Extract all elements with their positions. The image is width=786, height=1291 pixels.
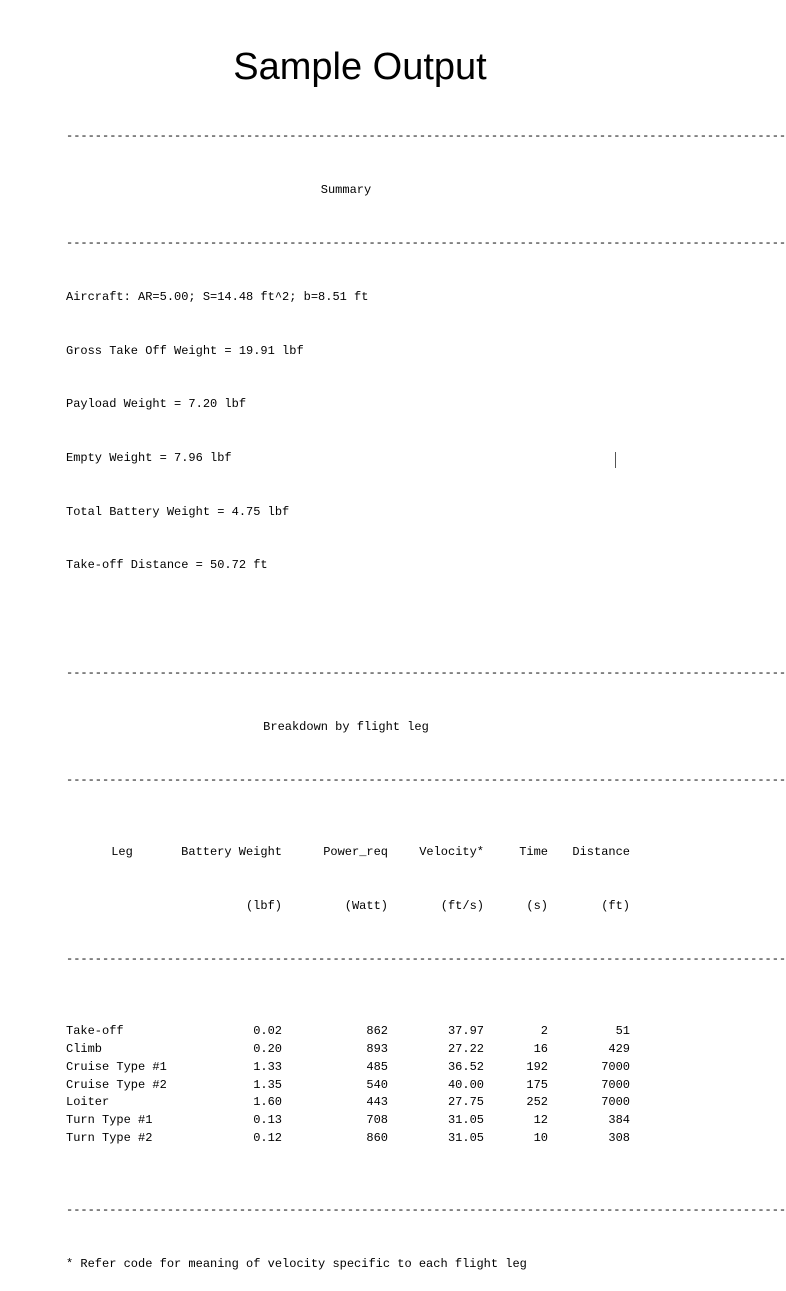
cell-battery-weight: 0.20	[253, 1041, 282, 1056]
output-console	[66, 92, 786, 1291]
cell-time: 252	[526, 1095, 548, 1110]
cell-distance: 429	[608, 1041, 630, 1056]
divider-rule: ----------------------------------------------------------------------------------------------------	[66, 1202, 786, 1217]
summary-line-aircraft: Aircraft: AR=5.00; S=14.48 ft^2; b=8.51 ft	[66, 289, 369, 304]
cell-velocity: 37.97	[447, 1023, 484, 1038]
cell-leg: Loiter	[66, 1095, 110, 1110]
cell-power-req: 443	[366, 1095, 388, 1110]
summary-line-battery-weight: Total Battery Weight = 4.75 lbf	[66, 504, 290, 519]
summary-line-takeoff-distance: Take-off Distance = 50.72 ft	[66, 558, 268, 573]
cell-distance: 51	[615, 1023, 630, 1038]
cell-leg: Cruise Type #2	[66, 1077, 167, 1092]
cell-battery-weight: 1.35	[253, 1077, 282, 1092]
cell-battery-weight: 0.13	[253, 1113, 282, 1128]
column-header-distance: Distance	[572, 844, 630, 859]
summary-line-gross-weight: Gross Take Off Weight = 19.91 lbf	[66, 343, 304, 358]
divider-rule: ----------------------------------------------------------------------------------------------------	[66, 773, 786, 788]
slide-title: Sample Output	[233, 46, 487, 88]
column-header-battery-weight: Battery Weight	[181, 844, 282, 859]
unit-velocity: (ft/s)	[440, 898, 484, 913]
cell-leg: Turn Type #1	[66, 1113, 153, 1128]
divider-rule: ----------------------------------------------------------------------------------------------------	[66, 128, 786, 143]
table-row	[66, 1023, 666, 1041]
table-row	[66, 1094, 666, 1112]
cell-power-req: 540	[366, 1077, 388, 1092]
cell-power-req: 485	[366, 1059, 388, 1074]
cell-velocity: 40.00	[447, 1077, 484, 1092]
cell-velocity: 27.75	[447, 1095, 484, 1110]
velocity-footnote: * Refer code for meaning of velocity specific to each flight leg	[66, 1256, 527, 1271]
unit-power-req: (Watt)	[344, 898, 388, 913]
table-row	[66, 1130, 666, 1148]
cell-distance: 308	[608, 1131, 630, 1146]
cell-battery-weight: 0.12	[253, 1131, 282, 1146]
cell-time: 10	[533, 1131, 548, 1146]
text-cursor	[615, 452, 616, 468]
divider-rule: ----------------------------------------------------------------------------------------------------	[66, 236, 786, 251]
cell-velocity: 36.52	[447, 1059, 484, 1074]
column-header-velocity: Velocity*	[419, 844, 484, 859]
unit-distance: (ft)	[601, 898, 630, 913]
divider-rule: ----------------------------------------------------------------------------------------------------	[66, 952, 786, 967]
cell-velocity: 31.05	[447, 1113, 484, 1128]
cell-time: 175	[526, 1077, 548, 1092]
cell-power-req: 893	[366, 1041, 388, 1056]
cell-leg: Climb	[66, 1041, 103, 1056]
summary-line-payload-weight: Payload Weight = 7.20 lbf	[66, 397, 247, 412]
cell-leg: Cruise Type #1	[66, 1059, 167, 1074]
cell-velocity: 31.05	[447, 1131, 484, 1146]
cell-battery-weight: 0.02	[253, 1023, 282, 1038]
cell-time: 2	[540, 1023, 548, 1038]
unit-time: (s)	[526, 898, 548, 913]
unit-battery-weight: (lbf)	[245, 898, 282, 913]
cell-power-req: 708	[366, 1113, 388, 1128]
table-units-row	[66, 898, 666, 916]
cell-distance: 7000	[601, 1059, 630, 1074]
table-row	[66, 1059, 666, 1077]
cell-power-req: 860	[366, 1131, 388, 1146]
cell-leg: Turn Type #2	[66, 1131, 153, 1146]
cell-power-req: 862	[366, 1023, 388, 1038]
table-header-row	[66, 844, 666, 862]
column-header-leg: Leg	[111, 844, 133, 859]
summary-line-empty-weight: Empty Weight = 7.96 lbf	[66, 451, 232, 466]
cell-time: 192	[526, 1059, 548, 1074]
table-body	[66, 1023, 666, 1148]
summary-heading: Summary	[320, 182, 372, 197]
breakdown-heading: Breakdown by flight leg	[263, 719, 429, 734]
column-header-power-req: Power_req	[323, 844, 388, 859]
cell-leg: Take-off	[66, 1023, 124, 1038]
column-header-time: Time	[519, 844, 548, 859]
unit-leg	[66, 898, 178, 916]
table-row	[66, 1041, 666, 1059]
blank-line	[66, 611, 666, 629]
cell-velocity: 27.22	[447, 1041, 484, 1056]
table-row	[66, 1112, 666, 1130]
cell-battery-weight: 1.33	[253, 1059, 282, 1074]
cell-distance: 7000	[601, 1095, 630, 1110]
table-row	[66, 1077, 666, 1095]
cell-distance: 384	[608, 1113, 630, 1128]
cell-distance: 7000	[601, 1077, 630, 1092]
cell-time: 16	[533, 1041, 548, 1056]
divider-rule: ----------------------------------------------------------------------------------------------------	[66, 665, 786, 680]
cell-time: 12	[533, 1113, 548, 1128]
cell-battery-weight: 1.60	[253, 1095, 282, 1110]
